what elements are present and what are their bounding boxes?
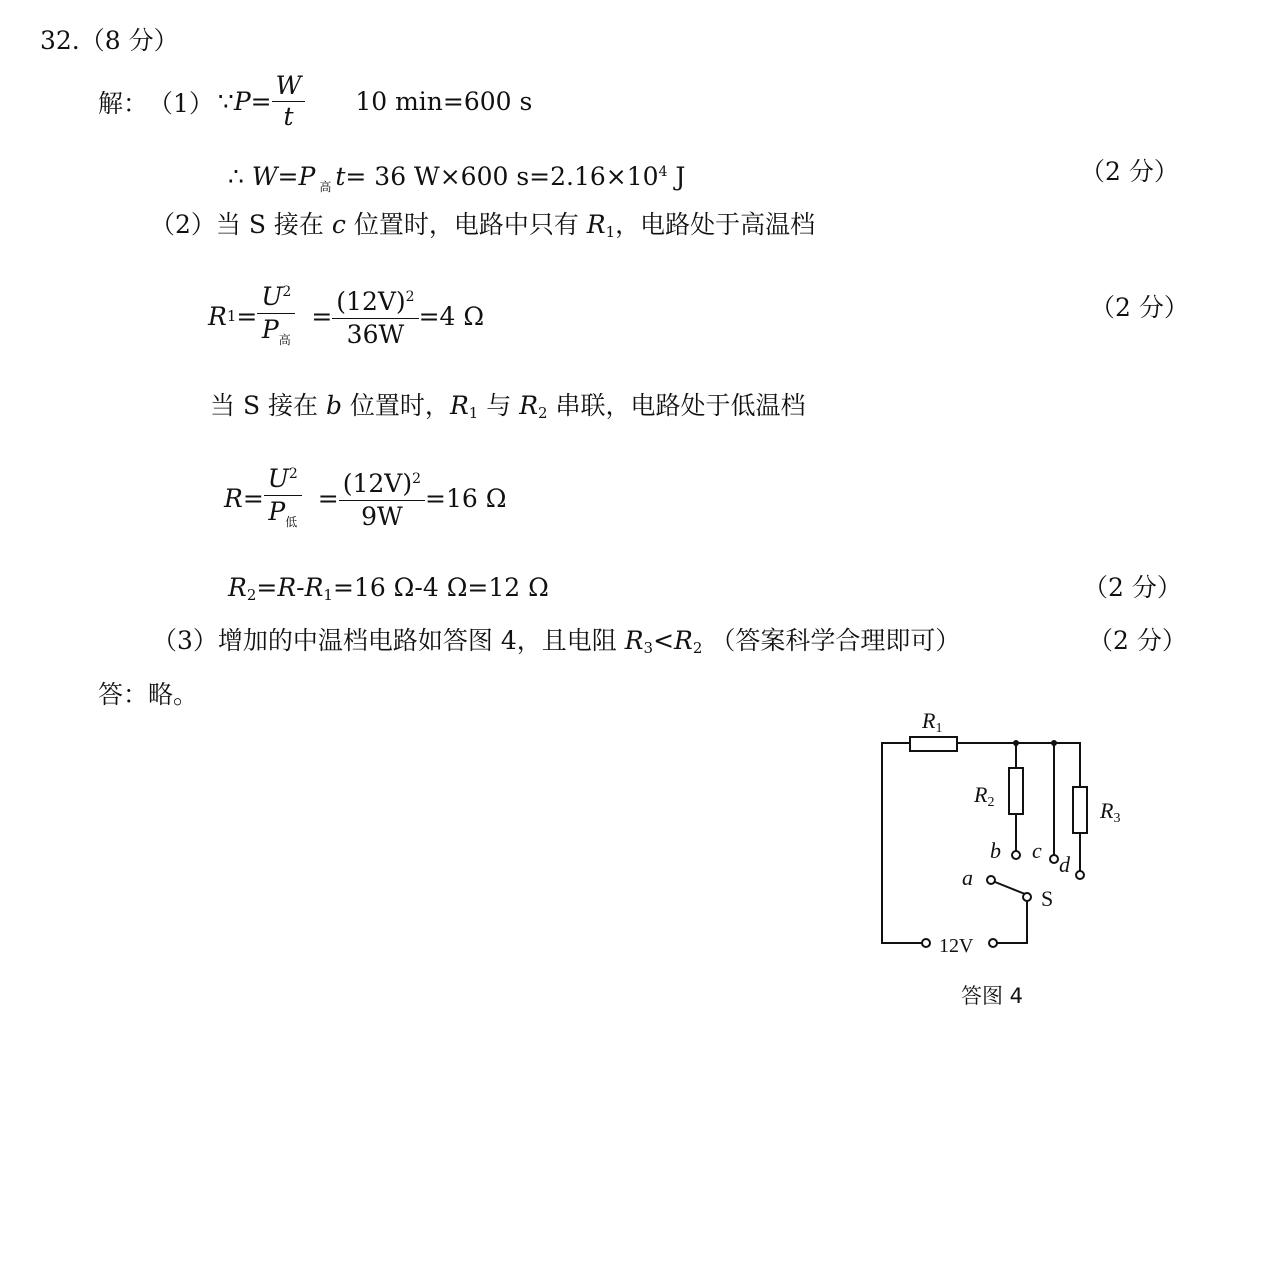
part3-text-a: 增加的中温档电路如答图 4，且电阻 (217, 626, 625, 655)
work-exp: 4 (658, 164, 668, 180)
part3-score: （2 分） (1088, 626, 1187, 655)
part2-index: （2） (150, 210, 216, 239)
power-denominator: t (283, 102, 294, 131)
part3-note: （答案科学合理即可） (702, 626, 961, 655)
num-12v-square-2: 2 (412, 471, 422, 487)
text-c-R: R (586, 210, 606, 239)
den-36w: 36W (346, 320, 405, 349)
junction-1 (1013, 740, 1019, 746)
text-b-c: 与 (478, 391, 520, 420)
r1-lhs: R (208, 301, 227, 331)
den-9w: 9W (361, 502, 403, 531)
part3-r2: R (674, 626, 693, 655)
label-r1: R1 (922, 708, 943, 736)
text-c-a: 当 S 接在 (215, 210, 332, 239)
terminal-a (987, 876, 995, 884)
left-wire (882, 743, 922, 943)
label-source: 12V (939, 935, 974, 957)
question-number: 32. (40, 26, 80, 55)
text-b-a: 当 S 接在 (210, 391, 326, 420)
p-var-2: P (268, 497, 286, 526)
text-b-sub1: 1 (468, 404, 479, 422)
therefore-symbol: ∴ (228, 162, 244, 191)
because-symbol: ∵ (217, 87, 234, 116)
num-12v-square: 2 (405, 289, 415, 305)
label-a: a (962, 865, 973, 890)
text-b-d: 串联，电路处于低温档 (547, 391, 806, 420)
resistor-r1 (910, 737, 957, 751)
part3-r3: R (624, 626, 644, 655)
r-eq2: = (317, 483, 339, 513)
text-b-sub2: 2 (538, 404, 548, 422)
text-c-b: 位置时，电路中只有 (345, 210, 587, 239)
part2-score2: （2 分） (1083, 573, 1182, 602)
terminal-source-left (922, 939, 930, 947)
part1-score: （2 分） (1080, 157, 1179, 186)
label-r2: R2 (974, 782, 995, 810)
r1-eq: = (236, 301, 258, 331)
r-lhs: R= (224, 483, 264, 513)
label-r3: R3 (1100, 798, 1121, 826)
label-b: b (990, 838, 1001, 863)
r1-result: =4 Ω (418, 301, 485, 331)
u-square-2: 2 (288, 466, 298, 482)
text-b-R1: R (449, 391, 469, 420)
part3-index: （3） (152, 626, 218, 655)
r-result: =16 Ω (425, 483, 507, 513)
label-d: d (1059, 852, 1070, 877)
text-c-var: c (331, 210, 346, 239)
figure-caption: 答图 4 (961, 984, 1024, 1008)
resistor-r3 (1073, 787, 1087, 833)
r2-c: =16 Ω-4 Ω=12 Ω (332, 573, 549, 602)
power-lhs: P= (233, 87, 272, 116)
r1-lhs-sub: 1 (226, 307, 237, 325)
terminal-d (1076, 871, 1084, 879)
part2-score1: （2 分） (1090, 293, 1189, 322)
work-sub: 高 (319, 180, 332, 194)
work-a: W=P (251, 162, 316, 191)
label-s: S (1041, 886, 1054, 911)
time-conversion: 10 min=600 s (355, 87, 533, 116)
p-high: 高 (278, 333, 291, 347)
terminal-b (1012, 851, 1020, 859)
junction-2 (1051, 740, 1057, 746)
u-square: 2 (282, 284, 292, 300)
terminal-s (1023, 893, 1031, 901)
part3-lt: < (653, 626, 675, 655)
part3-r2-sub: 2 (692, 639, 703, 657)
power-numerator: W (272, 73, 306, 102)
part1-index: （1） (148, 88, 214, 118)
r2-a: R (228, 573, 247, 602)
p-var: P (261, 315, 279, 344)
part3-r3-sub: 3 (643, 639, 654, 657)
solution-label: 解： (98, 88, 149, 118)
r2-sub1: 1 (323, 586, 333, 604)
work-unit: J (667, 162, 686, 191)
terminal-c (1050, 855, 1058, 863)
text-b-R2: R (519, 391, 539, 420)
label-c: c (1032, 838, 1042, 863)
text-b-var: b (325, 391, 342, 420)
work-b: t (335, 162, 346, 191)
question-score: （8 分） (79, 26, 179, 55)
u-var: U (261, 282, 283, 311)
text-c-c: ，电路处于高温档 (615, 210, 816, 239)
answer-line: 答：略。 (98, 680, 199, 709)
work-c: = 36 W×600 s=2.16×10 (345, 162, 659, 191)
top-wire (957, 743, 1080, 787)
text-c-sub: 1 (605, 223, 616, 241)
switch-wire (997, 901, 1027, 943)
switch-blade (995, 882, 1025, 894)
terminal-source-right (989, 939, 997, 947)
u-var-2: U (267, 464, 289, 493)
resistor-r2 (1009, 768, 1023, 814)
p-low: 低 (285, 515, 298, 529)
r2-sub: 2 (246, 586, 257, 604)
num-12v: (12V) (336, 287, 406, 316)
r1-eq2: = (311, 301, 333, 331)
num-12v-2: (12V) (342, 469, 413, 498)
text-b-b: 位置时， (341, 391, 450, 420)
r2-b: =R-R (256, 573, 324, 602)
